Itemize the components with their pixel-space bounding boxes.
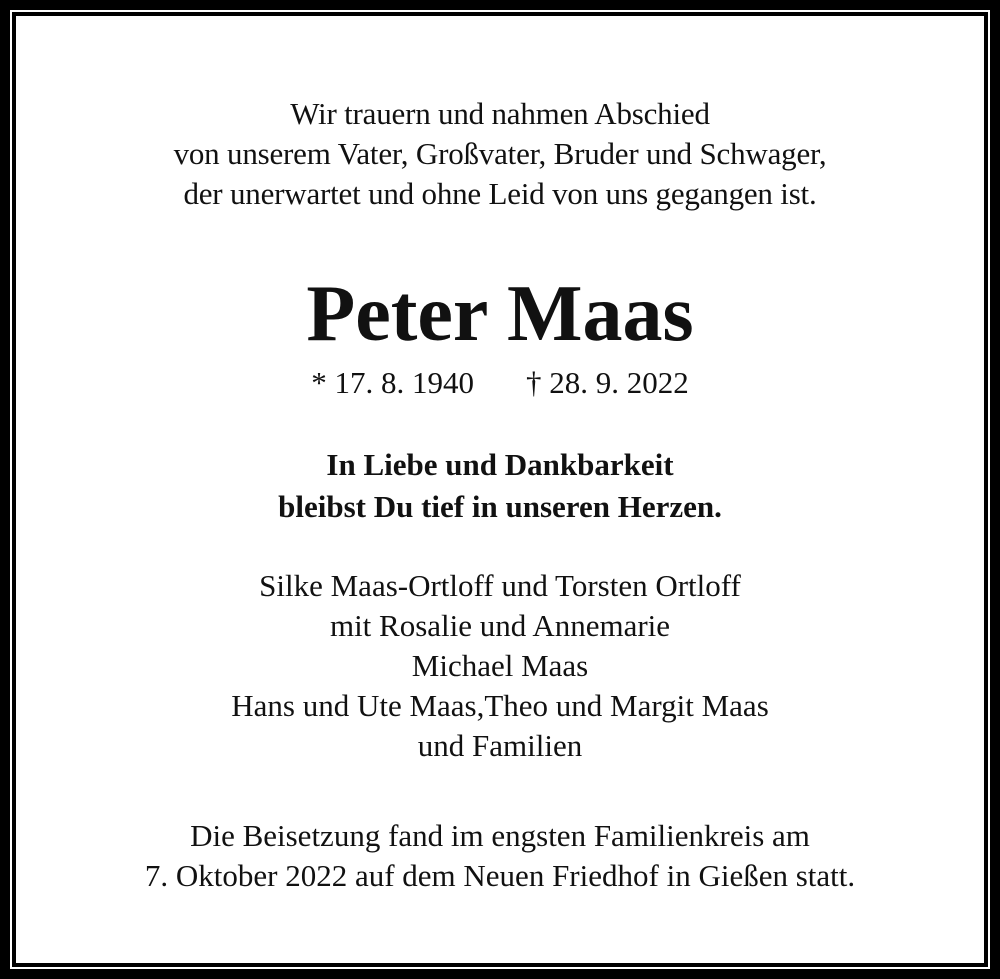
intro-line: von unserem Vater, Großvater, Bruder und Schwager, bbox=[173, 136, 827, 171]
motto-line: In Liebe und Dankbarkeit bbox=[326, 447, 674, 482]
intro-line: der unerwartet und ohne Leid von uns gegangen ist. bbox=[183, 176, 817, 211]
deceased-name: Peter Maas bbox=[306, 270, 694, 358]
intro-text bbox=[16, 94, 984, 214]
burial-line: Die Beisetzung fand im engsten Familienkreis am bbox=[190, 818, 810, 853]
family-line: und Familien bbox=[417, 728, 583, 763]
life-dates bbox=[16, 363, 984, 403]
birth-date: * 17. 8. 1940 bbox=[311, 365, 474, 400]
burial-line: 7. Oktober 2022 auf dem Neuen Friedhof in Gießen statt. bbox=[144, 858, 856, 893]
obituary-notice bbox=[16, 16, 984, 963]
burial-info bbox=[16, 816, 984, 896]
motto-line: bleibst Du tief in unseren Herzen. bbox=[278, 489, 722, 524]
family-line: Hans und Ute Maas,Theo und Margit Maas bbox=[231, 688, 769, 723]
family-line: Silke Maas-Ortloff und Torsten Ortloff bbox=[259, 568, 741, 603]
death-date: † 28. 9. 2022 bbox=[526, 365, 689, 400]
motto-text bbox=[16, 444, 984, 528]
family-line: Michael Maas bbox=[411, 648, 589, 683]
intro-line: Wir trauern und nahmen Abschied bbox=[290, 96, 710, 131]
family-signatures bbox=[16, 566, 984, 766]
family-line: mit Rosalie und Annemarie bbox=[329, 608, 671, 643]
